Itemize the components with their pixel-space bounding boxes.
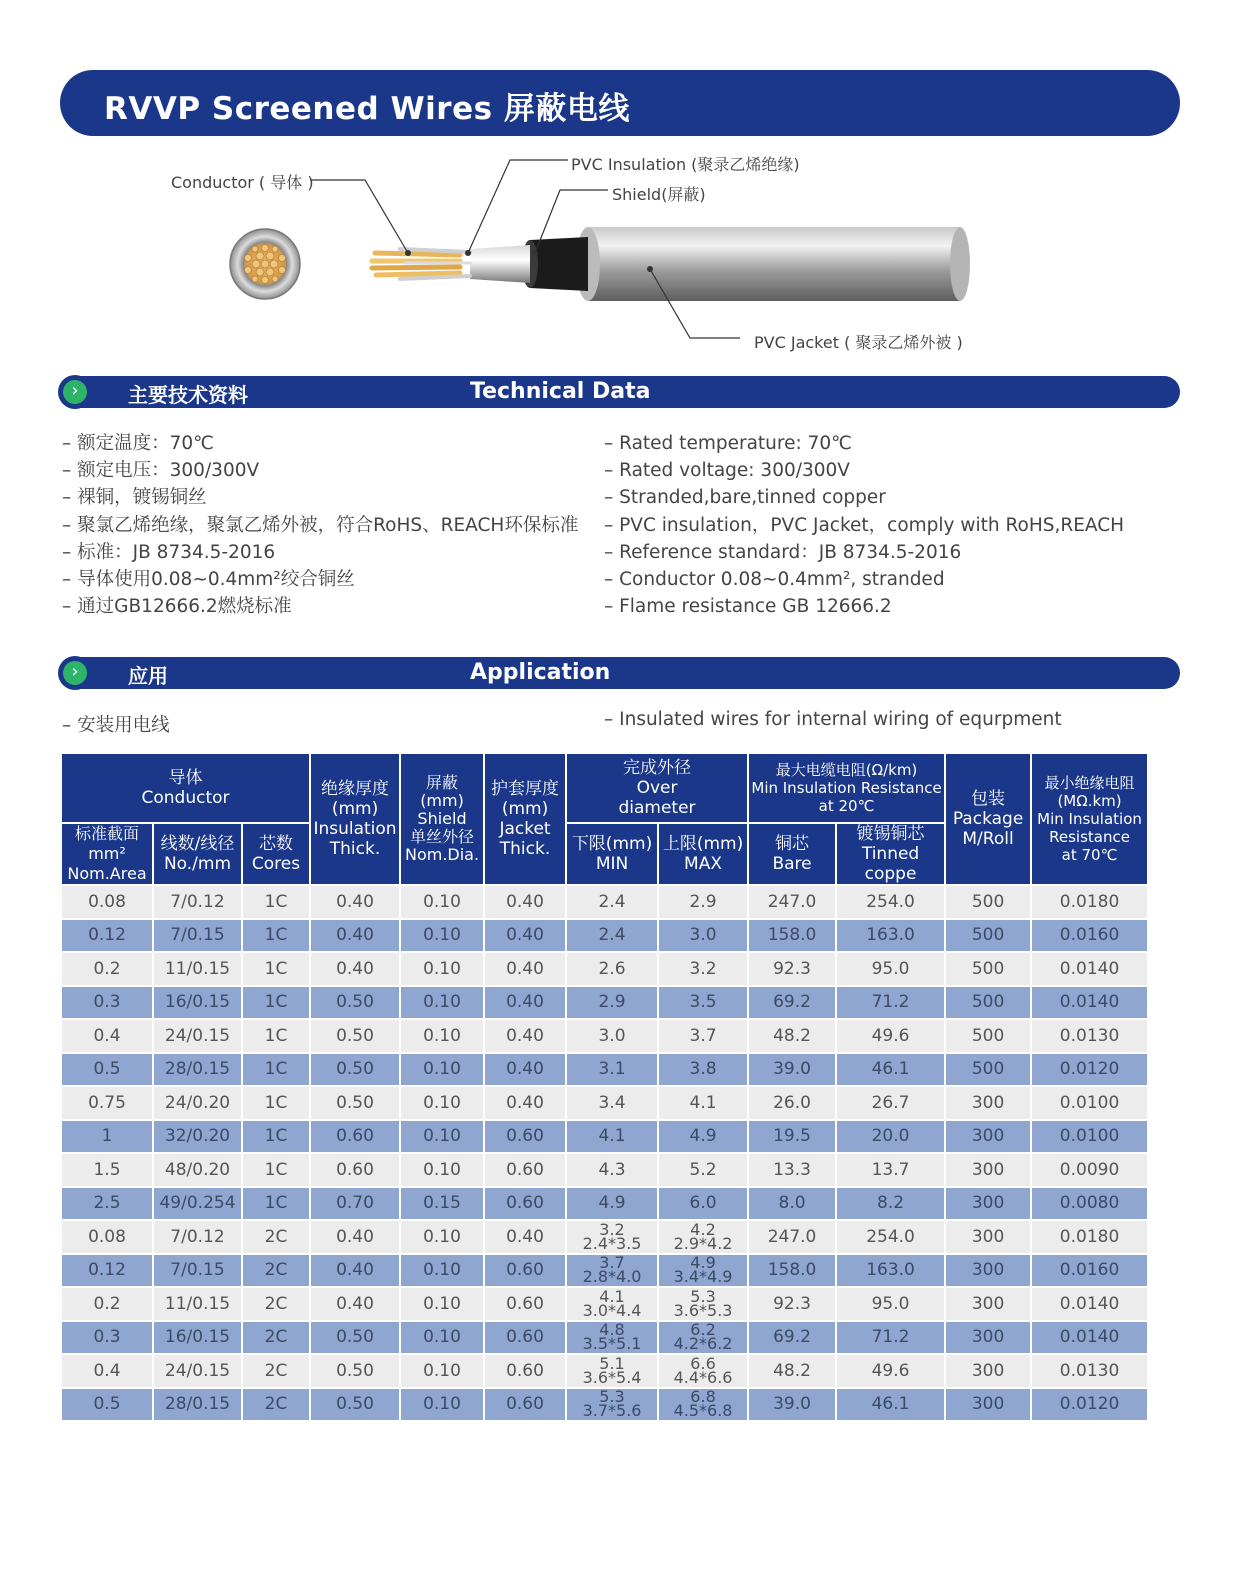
tinned-header: 镀锡铜芯 Tinned coppe <box>836 823 945 885</box>
table-cell: 0.5 <box>61 1053 153 1087</box>
table-cell: 1C <box>242 1086 310 1120</box>
table-cell: 24/0.15 <box>153 1019 242 1053</box>
page-title: RVVP Screened Wires 屏蔽电线 <box>104 91 630 127</box>
list-item: – 导体使用0.08~0.4mm²绞合铜丝 <box>62 566 578 593</box>
table-cell: 49.6 <box>836 1354 945 1388</box>
table-cell: 300 <box>945 1187 1031 1221</box>
table-cell: 8.2 <box>836 1187 945 1221</box>
table-cell: 3.7 2.8*4.0 <box>566 1254 658 1288</box>
table-cell: 0.10 <box>400 1120 484 1154</box>
table-cell: 0.0090 <box>1031 1153 1148 1187</box>
table-cell: 0.40 <box>484 919 566 953</box>
table-cell: 0.40 <box>484 1019 566 1053</box>
table-cell: 4.1 <box>658 1086 748 1120</box>
table-cell: 0.40 <box>484 1086 566 1120</box>
table-cell: 2C <box>242 1220 310 1254</box>
table-cell: 0.50 <box>310 1053 400 1087</box>
table-cell: 0.75 <box>61 1086 153 1120</box>
no-mm-header: 线数/线径 No./mm <box>153 823 242 885</box>
table-cell: 6.6 4.4*6.6 <box>658 1354 748 1388</box>
spec-table <box>60 752 1149 1422</box>
table-cell: 0.50 <box>310 1354 400 1388</box>
table-cell: 0.40 <box>310 1287 400 1321</box>
jacket-header: 护套厚度 (mm) Jacket Thick. <box>484 753 566 885</box>
table-row <box>61 1187 1148 1221</box>
package-header: 包装 Package M/Roll <box>945 753 1031 885</box>
table-row <box>61 952 1148 986</box>
application-title-cn: 应用 <box>128 664 168 688</box>
table-cell: 95.0 <box>836 1287 945 1321</box>
table-cell: 0.60 <box>484 1254 566 1288</box>
cross-section-icon <box>230 229 300 299</box>
table-cell: 48/0.20 <box>153 1153 242 1187</box>
table-cell: 1C <box>242 1187 310 1221</box>
table-cell: 300 <box>945 1287 1031 1321</box>
shield-icon <box>522 237 588 291</box>
nom-area-header: 标准截面mm² Nom.Area <box>61 823 153 885</box>
over-diameter-header: 完成外径 Over diameter <box>566 753 748 823</box>
table-cell: 0.60 <box>484 1187 566 1221</box>
table-cell: 300 <box>945 1388 1031 1422</box>
list-item: – 裸铜，镀锡铜丝 <box>62 484 578 511</box>
table-cell: 300 <box>945 1220 1031 1254</box>
list-item: – Stranded,bare,tinned copper <box>604 484 1124 511</box>
table-cell: 163.0 <box>836 1254 945 1288</box>
table-cell: 2C <box>242 1321 310 1355</box>
list-item: – 通过GB12666.2燃烧标准 <box>62 593 578 620</box>
table-cell: 4.8 3.5*5.1 <box>566 1321 658 1355</box>
insulation-icon <box>470 245 530 283</box>
table-cell: 0.10 <box>400 1321 484 1355</box>
table-cell: 7/0.15 <box>153 1254 242 1288</box>
table-cell: 0.60 <box>484 1388 566 1422</box>
table-cell: 0.50 <box>310 1321 400 1355</box>
conductor-header: 导体 Conductor <box>61 753 310 823</box>
shield-header: 屏蔽 (mm) Shield 单丝外径 Nom.Dia. <box>400 753 484 885</box>
table-cell: 5.3 3.7*5.6 <box>566 1388 658 1422</box>
table-cell: 0.10 <box>400 919 484 953</box>
application-text-cn: – 安装用电线 <box>62 711 170 737</box>
table-cell: 0.50 <box>310 1019 400 1053</box>
table-cell: 0.0130 <box>1031 1019 1148 1053</box>
table-cell: 3.5 <box>658 986 748 1020</box>
table-cell: 0.12 <box>61 1254 153 1288</box>
table-cell: 39.0 <box>748 1388 836 1422</box>
table-cell: 3.2 <box>658 952 748 986</box>
table-row <box>61 1254 1148 1288</box>
table-cell: 13.7 <box>836 1153 945 1187</box>
table-cell: 48.2 <box>748 1354 836 1388</box>
technical-title-en: Technical Data <box>470 379 651 404</box>
table-cell: 32/0.20 <box>153 1120 242 1154</box>
insulation-label: PVC Insulation (聚录乙烯绝缘) <box>571 155 800 174</box>
table-cell: 71.2 <box>836 986 945 1020</box>
table-cell: 0.40 <box>484 885 566 919</box>
table-cell: 11/0.15 <box>153 952 242 986</box>
table-cell: 0.10 <box>400 885 484 919</box>
table-cell: 500 <box>945 1019 1031 1053</box>
table-cell: 1C <box>242 1120 310 1154</box>
table-cell: 6.0 <box>658 1187 748 1221</box>
table-cell: 500 <box>945 919 1031 953</box>
table-cell: 0.0180 <box>1031 885 1148 919</box>
table-cell: 28/0.15 <box>153 1053 242 1087</box>
table-cell: 3.0 <box>658 919 748 953</box>
table-cell: 69.2 <box>748 1321 836 1355</box>
table-cell: 28/0.15 <box>153 1388 242 1422</box>
technical-data-header <box>60 376 1180 408</box>
table-cell: 24/0.20 <box>153 1086 242 1120</box>
table-cell: 0.0140 <box>1031 952 1148 986</box>
table-cell: 3.2 2.4*3.5 <box>566 1220 658 1254</box>
table-cell: 0.0140 <box>1031 1321 1148 1355</box>
table-cell: 4.2 2.9*4.2 <box>658 1220 748 1254</box>
list-item: – 聚氯乙烯绝缘，聚氯乙烯外被，符合RoHS、REACH环保标准 <box>62 512 578 539</box>
table-cell: 4.1 <box>566 1120 658 1154</box>
table-row <box>61 1019 1148 1053</box>
table-cell: 2.9 <box>566 986 658 1020</box>
table-cell: 0.0120 <box>1031 1388 1148 1422</box>
table-row <box>61 1287 1148 1321</box>
table-cell: 0.2 <box>61 1287 153 1321</box>
table-cell: 300 <box>945 1086 1031 1120</box>
table-cell: 2.4 <box>566 885 658 919</box>
table-cell: 2.4 <box>566 919 658 953</box>
table-cell: 2.9 <box>658 885 748 919</box>
table-cell: 0.0130 <box>1031 1354 1148 1388</box>
chevron-right-icon: › <box>58 656 92 690</box>
table-cell: 2C <box>242 1254 310 1288</box>
table-cell: 0.0160 <box>1031 1254 1148 1288</box>
table-cell: 0.40 <box>484 1220 566 1254</box>
table-cell: 0.50 <box>310 1388 400 1422</box>
table-cell: 0.10 <box>400 1220 484 1254</box>
table-cell: 1C <box>242 1019 310 1053</box>
table-cell: 0.60 <box>484 1321 566 1355</box>
table-cell: 1.5 <box>61 1153 153 1187</box>
table-cell: 0.10 <box>400 986 484 1020</box>
table-cell: 500 <box>945 986 1031 1020</box>
table-cell: 20.0 <box>836 1120 945 1154</box>
table-cell: 0.10 <box>400 1019 484 1053</box>
table-cell: 2.5 <box>61 1187 153 1221</box>
table-cell: 158.0 <box>748 1254 836 1288</box>
table-cell: 0.4 <box>61 1354 153 1388</box>
table-cell: 46.1 <box>836 1388 945 1422</box>
table-row <box>61 1053 1148 1087</box>
table-row <box>61 1220 1148 1254</box>
table-cell: 0.10 <box>400 1153 484 1187</box>
cores-header: 芯数 Cores <box>242 823 310 885</box>
list-item: – 额定电压：300/300V <box>62 457 578 484</box>
table-cell: 3.0 <box>566 1019 658 1053</box>
title-banner <box>60 70 1180 136</box>
table-cell: 0.70 <box>310 1187 400 1221</box>
list-item: – Reference standard：JB 8734.5-2016 <box>604 539 1124 566</box>
table-cell: 500 <box>945 885 1031 919</box>
table-row <box>61 986 1148 1020</box>
table-cell: 0.5 <box>61 1388 153 1422</box>
table-cell: 0.40 <box>310 1220 400 1254</box>
table-cell: 0.40 <box>310 1254 400 1288</box>
table-cell: 8.0 <box>748 1187 836 1221</box>
table-cell: 3.7 <box>658 1019 748 1053</box>
table-cell: 92.3 <box>748 952 836 986</box>
table-cell: 0.0120 <box>1031 1053 1148 1087</box>
table-row <box>61 1153 1148 1187</box>
table-cell: 6.2 4.2*6.2 <box>658 1321 748 1355</box>
table-cell: 49/0.254 <box>153 1187 242 1221</box>
table-cell: 39.0 <box>748 1053 836 1087</box>
application-title-en: Application <box>470 660 611 685</box>
table-cell: 1C <box>242 1153 310 1187</box>
shield-label: Shield(屏蔽) <box>612 185 706 204</box>
table-cell: 247.0 <box>748 1220 836 1254</box>
table-cell: 0.0140 <box>1031 1287 1148 1321</box>
table-cell: 0.60 <box>484 1120 566 1154</box>
table-cell: 0.0180 <box>1031 1220 1148 1254</box>
table-cell: 3.1 <box>566 1053 658 1087</box>
table-cell: 0.10 <box>400 952 484 986</box>
table-row <box>61 1388 1148 1422</box>
table-cell: 0.60 <box>484 1287 566 1321</box>
table-cell: 0.0160 <box>1031 919 1148 953</box>
table-cell: 300 <box>945 1354 1031 1388</box>
table-cell: 5.2 <box>658 1153 748 1187</box>
table-cell: 69.2 <box>748 986 836 1020</box>
list-item: – Rated voltage: 300/300V <box>604 457 1124 484</box>
table-cell: 48.2 <box>748 1019 836 1053</box>
table-cell: 0.08 <box>61 885 153 919</box>
table-cell: 7/0.15 <box>153 919 242 953</box>
table-cell: 19.5 <box>748 1120 836 1154</box>
conductor-label: Conductor ( 导体 ) <box>171 173 314 192</box>
table-cell: 0.2 <box>61 952 153 986</box>
conductor-icon <box>372 249 470 279</box>
table-cell: 5.1 3.6*5.4 <box>566 1354 658 1388</box>
table-cell: 16/0.15 <box>153 1321 242 1355</box>
insulation-header: 绝缘厚度 (mm) Insulation Thick. <box>310 753 400 885</box>
table-cell: 300 <box>945 1254 1031 1288</box>
table-cell: 0.0140 <box>1031 986 1148 1020</box>
table-cell: 11/0.15 <box>153 1287 242 1321</box>
jacket-icon <box>576 227 970 301</box>
table-cell: 163.0 <box>836 919 945 953</box>
table-cell: 4.1 3.0*4.4 <box>566 1287 658 1321</box>
table-cell: 0.4 <box>61 1019 153 1053</box>
table-cell: 0.0100 <box>1031 1086 1148 1120</box>
table-cell: 1C <box>242 1053 310 1087</box>
list-item: – Rated temperature: 70℃ <box>604 430 1124 457</box>
table-cell: 0.0080 <box>1031 1187 1148 1221</box>
table-cell: 0.40 <box>310 952 400 986</box>
table-row <box>61 1321 1148 1355</box>
table-cell: 95.0 <box>836 952 945 986</box>
table-cell: 158.0 <box>748 919 836 953</box>
table-cell: 2.6 <box>566 952 658 986</box>
table-cell: 0.50 <box>310 986 400 1020</box>
table-cell: 5.3 3.6*5.3 <box>658 1287 748 1321</box>
table-cell: 46.1 <box>836 1053 945 1087</box>
table-cell: 0.10 <box>400 1254 484 1288</box>
table-cell: 0.60 <box>310 1153 400 1187</box>
table-cell: 0.10 <box>400 1287 484 1321</box>
table-cell: 0.3 <box>61 986 153 1020</box>
table-cell: 0.60 <box>484 1153 566 1187</box>
table-cell: 1C <box>242 885 310 919</box>
bare-header: 铜芯 Bare <box>748 823 836 885</box>
table-row <box>61 1120 1148 1154</box>
application-text-en: – Insulated wires for internal wiring of equrpment <box>604 709 1062 730</box>
table-cell: 0.40 <box>484 952 566 986</box>
chevron-right-icon: › <box>58 375 92 409</box>
table-row <box>61 919 1148 953</box>
table-cell: 0.10 <box>400 1388 484 1422</box>
table-cell: 16/0.15 <box>153 986 242 1020</box>
table-cell: 7/0.12 <box>153 885 242 919</box>
table-cell: 26.0 <box>748 1086 836 1120</box>
table-cell: 0.60 <box>484 1354 566 1388</box>
table-cell: 0.08 <box>61 1220 153 1254</box>
table-cell: 0.10 <box>400 1053 484 1087</box>
max-header: 上限(mm) MAX <box>658 823 748 885</box>
table-cell: 1 <box>61 1120 153 1154</box>
list-item: – 标准：JB 8734.5-2016 <box>62 539 578 566</box>
technical-list-cn <box>62 430 578 620</box>
table-cell: 3.8 <box>658 1053 748 1087</box>
table-cell: 1C <box>242 986 310 1020</box>
list-item: – Conductor 0.08~0.4mm², stranded <box>604 566 1124 593</box>
table-row <box>61 1086 1148 1120</box>
table-cell: 0.15 <box>400 1187 484 1221</box>
table-cell: 247.0 <box>748 885 836 919</box>
table-cell: 4.3 <box>566 1153 658 1187</box>
table-row <box>61 1354 1148 1388</box>
table-cell: 4.9 3.4*4.9 <box>658 1254 748 1288</box>
technical-list-en <box>604 430 1124 620</box>
min-insulation-20-header: 最大电缆电阻(Ω/km) Min Insulation Resistance at 20℃ <box>748 753 945 823</box>
table-cell: 300 <box>945 1321 1031 1355</box>
table-cell: 0.3 <box>61 1321 153 1355</box>
table-cell: 254.0 <box>836 1220 945 1254</box>
table-cell: 254.0 <box>836 885 945 919</box>
table-cell: 1C <box>242 952 310 986</box>
table-row <box>61 885 1148 919</box>
table-cell: 0.40 <box>484 1053 566 1087</box>
list-item: – PVC insulation，PVC Jacket，comply with RoHS,REACH <box>604 512 1124 539</box>
table-cell: 0.0100 <box>1031 1120 1148 1154</box>
table-cell: 1C <box>242 919 310 953</box>
table-cell: 500 <box>945 952 1031 986</box>
table-cell: 92.3 <box>748 1287 836 1321</box>
table-cell: 0.40 <box>310 919 400 953</box>
table-cell: 0.10 <box>400 1354 484 1388</box>
spec-table-body <box>61 885 1148 1421</box>
jacket-label: PVC Jacket ( 聚录乙烯外被 ) <box>754 333 963 352</box>
min-insulation-70-header: 最小绝缘电阻(MΩ.km) Min Insulation Resistance at 70℃ <box>1031 753 1148 885</box>
table-cell: 71.2 <box>836 1321 945 1355</box>
table-cell: 0.50 <box>310 1086 400 1120</box>
min-header: 下限(mm) MIN <box>566 823 658 885</box>
table-cell: 2C <box>242 1287 310 1321</box>
table-cell: 24/0.15 <box>153 1354 242 1388</box>
cable-diagram <box>60 145 1180 365</box>
table-cell: 3.4 <box>566 1086 658 1120</box>
table-cell: 7/0.12 <box>153 1220 242 1254</box>
table-cell: 500 <box>945 1053 1031 1087</box>
table-cell: 0.12 <box>61 919 153 953</box>
table-cell: 2C <box>242 1354 310 1388</box>
application-header <box>60 657 1180 689</box>
table-cell: 0.60 <box>310 1120 400 1154</box>
table-cell: 0.40 <box>310 885 400 919</box>
table-cell: 6.8 4.5*6.8 <box>658 1388 748 1422</box>
technical-title-cn: 主要技术资料 <box>128 383 248 407</box>
table-cell: 300 <box>945 1120 1031 1154</box>
list-item: – 额定温度：70℃ <box>62 430 578 457</box>
table-cell: 13.3 <box>748 1153 836 1187</box>
table-cell: 4.9 <box>566 1187 658 1221</box>
table-cell: 300 <box>945 1153 1031 1187</box>
table-cell: 49.6 <box>836 1019 945 1053</box>
table-cell: 0.40 <box>484 986 566 1020</box>
table-cell: 2C <box>242 1388 310 1422</box>
table-cell: 0.10 <box>400 1086 484 1120</box>
table-cell: 4.9 <box>658 1120 748 1154</box>
list-item: – Flame resistance GB 12666.2 <box>604 593 1124 620</box>
table-cell: 26.7 <box>836 1086 945 1120</box>
